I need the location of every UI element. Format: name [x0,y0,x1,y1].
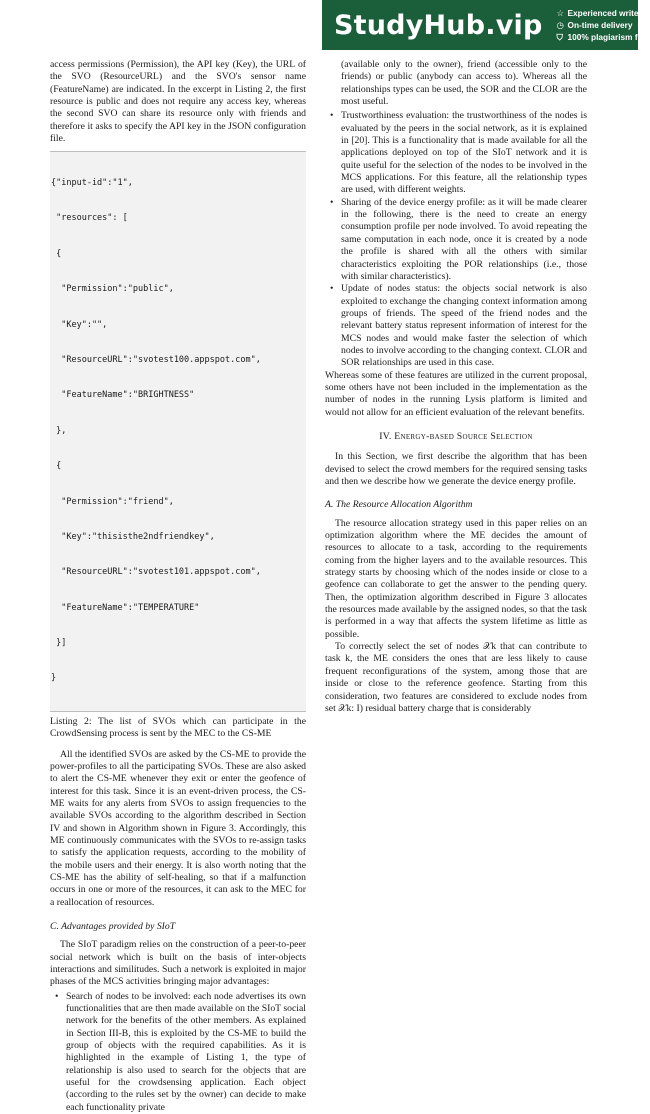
paragraph: The resource allocation strategy used in this paper relies on an optimization algorithm where the ME decides the amount of resources to allocate to a task, according to the requirements coming from the higher layers and to the available resources. This strategy starts by choosing which of the nodes inside or close to a geofence can collaborate to get the answer to the pending query. Then, the optimization algorithm described in Figure 3 allocates the resources made available by the assigned nodes, so that the task is performed in a way that affects the system lifetime as little as possible. [325,518,587,641]
banner-features [557,7,650,44]
bullet-icon: • [330,197,333,209]
list-item: • Search of nodes to be involved: each node advertises its own functionalities that are then made available on the SIoT social network for the benefits of the other members. As explained in Section III-B, this is exploited by the CS-ME to build the group of objects with the required capabilities. As it is highlighted in the example of Listing 1, the type of relationship is also used to search for the objects that are useful for the crowdsensing application. Each object (according to the rules set by the owner) can decide to make each functionality private [50,991,306,1114]
bullet-icon: • [55,991,58,1003]
feature-text: On-time delivery [568,19,633,31]
paragraph: To correctly select the set of nodes 𝒳k that can contribute to task k, the ME considers the ones that are less likely to cause frequent reconfigurations of the system, among those that are inside or close to the reference geofence. Starting from this consideration, two features are considered to exclude nodes from set 𝒳k: I) residual battery charge that is considerably [325,641,587,715]
code-line: {"input-id":"1", [50,178,306,190]
code-line: "Permission":"friend", [50,497,306,509]
feature-plagiarism [557,31,650,43]
list-item-continued: (available only to the owner), friend (accessible only to the friends) or public (anybody can access to). Whereas all the relationships types can be used, the SOR and the CLOR are the most useful. [325,59,587,108]
code-line: { [50,461,306,473]
code-line: "Permission":"public", [50,284,306,296]
code-line: "Key":"", [50,320,306,332]
bullet-icon: • [330,110,333,122]
right-column [325,59,587,715]
listing-2-code [50,151,306,711]
brand-logo[interactable]: StudyHub.vip [334,10,543,41]
list-item: • Sharing of the device energy profile: as it will be made clearer in the following, there is the need to create an energy consumption profile per node involved. To avoid repeating the same computation in each node, once it is created by a node the profile is shared with all the others with similar characteristics exploiting the POR relationships (i.e., those with similar characteristics). [325,197,587,283]
code-line: }] [50,638,306,650]
listing-caption: Listing 2: The list of SVOs which can participate in the CrowdSensing process is sent by the MEC to the CS-ME [50,716,306,741]
code-line: "FeatureName":"TEMPERATURE" [50,603,306,615]
feature-experienced [557,7,650,19]
feature-delivery [557,19,650,31]
subsection-heading: C. Advantages provided by SIoT [50,921,306,933]
code-line: "resources": [ [50,213,306,225]
bullet-icon: • [330,283,333,295]
advantages-list-cont [325,110,587,369]
paragraph: All the identified SVOs are asked by the CS-ME to provide the power-profiles to all the participating SVOs. These are also asked to alert the CS-ME whenever they exit or enter the geofence of interest for this task. Since it is an event-driven process, the CS-ME waits for any alerts from SVOs to assign frequencies to the available SVOs according to the algorithm described in Section IV and shown in Algorithm shown in Figure 3. Accordingly, this ME continuously communicates with the SVOs to re-assign tasks to satisfy the application requests, according to the mobility of the mobile users and their energy. It is also worth noting that the CS-ME has the ability of self-healing, so that if a malfunction occurs in one or more of the resources, it can ask to the MEC for a reallocation of resources. [50,749,306,909]
subsection-heading: A. The Resource Allocation Algorithm [325,499,587,511]
section-heading: IV. Energy-based Source Selection [325,431,587,443]
promo-banner[interactable] [322,0,638,50]
clock-icon: ◷ [557,19,568,31]
code-line: { [50,249,306,261]
intro-paragraph: access permissions (Permission), the API key (Key), the URL of the SVO (ResourceURL) and the SVO's sensor name (FeatureName) are indicated. In the excerpt in Listing 2, the first resource is public and does not require any access key, whereas the second SVO can share its resource only with friends and therefore it asks to specify the API key in the JSON configuration file. [50,59,306,145]
code-line: "ResourceURL":"svotest100.appspot.com", [50,355,306,367]
paragraph: In this Section, we first describe the algorithm that has been devised to select the crowd members for the required sensing tasks and then we describe how we generate the device energy profile. [325,451,587,488]
list-item: • Trustworthiness evaluation: the trustworthiness of the nodes is evaluated by the peers in the social network, as it is explained in [20]. This is a functionality that is made available for all the applications deployed on top of the SIoT network and it is quite useful for the selection of the nodes to be involved in the MCS applications. For this feature, all the relationship types are used, with different weights. [325,110,587,196]
list-item: • Update of nodes status: the objects social network is also exploited to exchange the changing context information among groups of friends. The speed of the friend nodes and the relevant battery status represent information of interest for the MCS nodes and would make faster the selection of which nodes to involve according to the changing context. CLOR and SOR relationships are used in this case. [325,283,587,369]
code-line: "Key":"thisisthe2ndfriendkey", [50,532,306,544]
paragraph: The SIoT paradigm relies on the construction of a peer-to-peer social network which is built on the basis of inter-objects interactions and similitudes. Such a network is exploited in major phases of the MCS activities bringing major advantages: [50,939,306,988]
code-line: "FeatureName":"BRIGHTNESS" [50,390,306,402]
advantages-list [50,991,306,1114]
paragraph: Whereas some of these features are utilized in the current proposal, some others have not been included in the implementation as the number of nodes in the running Lysis platform is limited and would not allow for an efficient evaluation of the relevant benefits. [325,370,587,419]
feature-text: 100% plagiarism free [568,31,650,43]
left-column [50,59,306,1114]
code-line: "ResourceURL":"svotest101.appspot.com", [50,567,306,579]
code-line: } [50,673,306,685]
feature-text: Experienced writers [568,7,647,19]
star-icon: ☆ [557,7,568,19]
shield-icon: ⛉ [557,31,568,43]
code-line: }, [50,426,306,438]
